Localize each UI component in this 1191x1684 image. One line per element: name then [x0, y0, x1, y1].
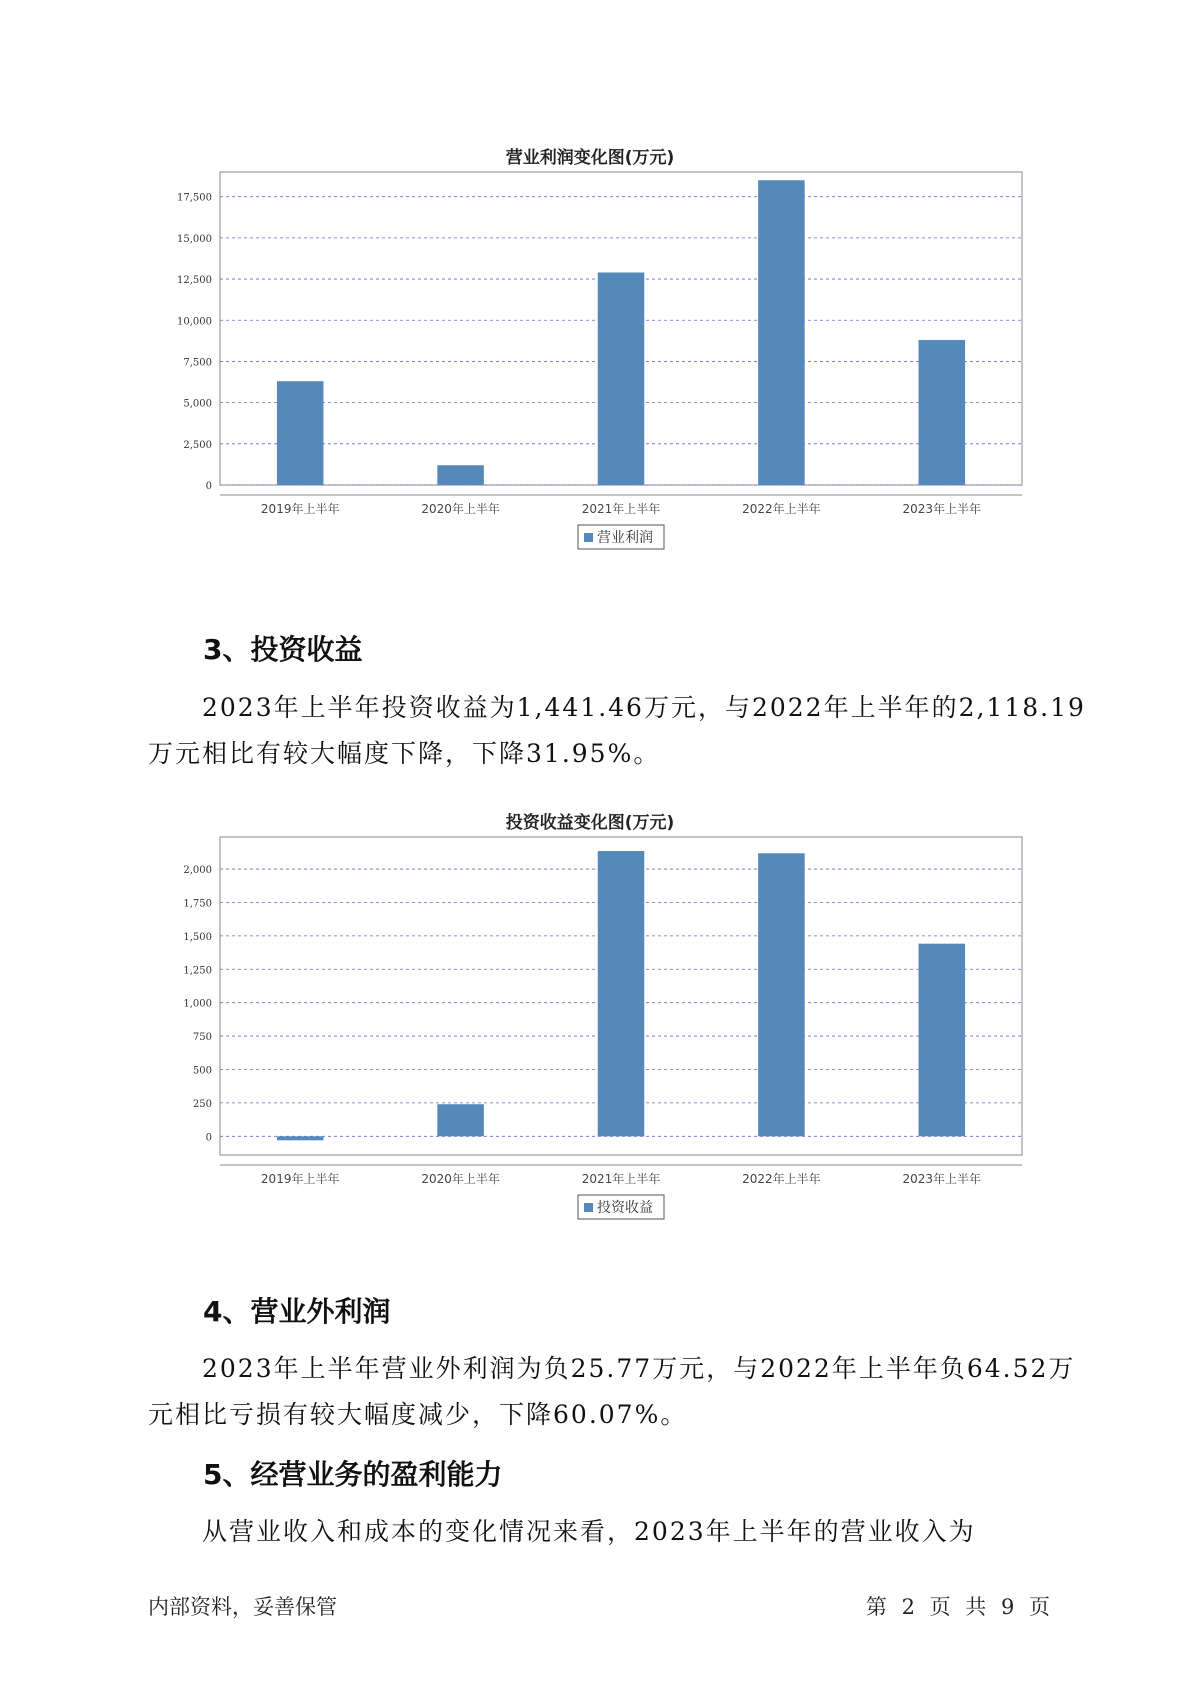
investment-income-chart: [150, 805, 1030, 1250]
y-tick-label: 15,000: [177, 233, 212, 245]
bar: [919, 944, 966, 1137]
text-line: 万元相比有较大幅度下降，下降31.95%。: [148, 739, 661, 768]
x-tick-label: 2022年上半年: [742, 502, 821, 516]
bar: [277, 381, 324, 485]
text-line: 元相比亏损有较大幅度减少，下降60.07%。: [148, 1400, 688, 1429]
bar: [758, 853, 805, 1136]
x-tick-label: 2023年上半年: [902, 1172, 982, 1186]
chart-canvas: [150, 170, 1030, 580]
y-tick-label: 2,500: [183, 439, 212, 451]
chart-canvas: [150, 835, 1030, 1250]
section-heading-profitability: 5、经营业务的盈利能力: [203, 1458, 503, 1491]
x-tick-label: 2019年上半年: [260, 502, 340, 516]
legend-swatch: [584, 1203, 593, 1212]
section-heading-non-operating-profit: 4、营业外利润: [203, 1295, 391, 1328]
bar: [758, 180, 805, 485]
x-tick-label: 2022年上半年: [742, 1172, 821, 1186]
legend-label: 投资收益: [597, 1200, 653, 1216]
x-tick-label: 2020年上半年: [421, 1172, 500, 1186]
y-tick-label: 7,500: [183, 357, 212, 369]
x-tick-label: 2021年上半年: [581, 502, 661, 516]
y-tick-label: 1,250: [183, 965, 212, 977]
legend-label: 营业利润: [597, 530, 653, 546]
y-tick-label: 250: [192, 1098, 212, 1110]
legend-swatch: [584, 533, 593, 542]
chart-title: 营业利润变化图(万元): [505, 148, 675, 168]
section-heading-investment-income: 3、投资收益: [203, 633, 363, 666]
x-tick-label: 2023年上半年: [902, 502, 982, 516]
y-tick-label: 1,000: [183, 998, 212, 1010]
chart-title: 投资收益变化图(万元): [505, 813, 675, 833]
operating-profit-chart: [150, 140, 1030, 580]
y-tick-label: 5,000: [183, 398, 212, 410]
y-tick-label: 2,000: [183, 865, 212, 877]
y-tick-label: 1,750: [183, 898, 212, 910]
y-tick-label: 500: [192, 1065, 212, 1077]
x-tick-label: 2019年上半年: [260, 1172, 340, 1186]
section-text-profitability: [148, 1509, 1048, 1555]
text-line: 2023年上半年投资收益为1,441.46万元，与2022年上半年的2,118.19: [202, 693, 1086, 722]
y-tick-label: 1,500: [183, 931, 212, 943]
bar: [598, 272, 645, 485]
bar: [437, 465, 484, 485]
y-tick-label: 10,000: [177, 316, 212, 328]
bar: [598, 851, 645, 1136]
section-text-non-operating-profit: [148, 1346, 1076, 1438]
x-tick-label: 2021年上半年: [581, 1172, 661, 1186]
text-line: 从营业收入和成本的变化情况来看，2023年上半年的营业收入为: [202, 1517, 976, 1546]
y-tick-label: 17,500: [177, 192, 212, 204]
footer-confidential-note: 内部资料，妥善保管: [148, 1595, 337, 1619]
text-line: 2023年上半年营业外利润为负25.77万元，与2022年上半年负64.52万: [202, 1354, 1076, 1383]
footer-page-number: 第 2 页 共 9 页: [865, 1595, 1050, 1619]
y-tick-label: 12,500: [177, 275, 212, 287]
bar: [437, 1104, 484, 1136]
bar: [277, 1136, 324, 1140]
section-text-investment-income: [148, 685, 1086, 777]
y-tick-label: 750: [192, 1032, 212, 1044]
bar: [919, 340, 966, 485]
y-tick-label: 0: [205, 481, 212, 492]
x-tick-label: 2020年上半年: [421, 502, 500, 516]
y-tick-label: 0: [205, 1132, 212, 1144]
